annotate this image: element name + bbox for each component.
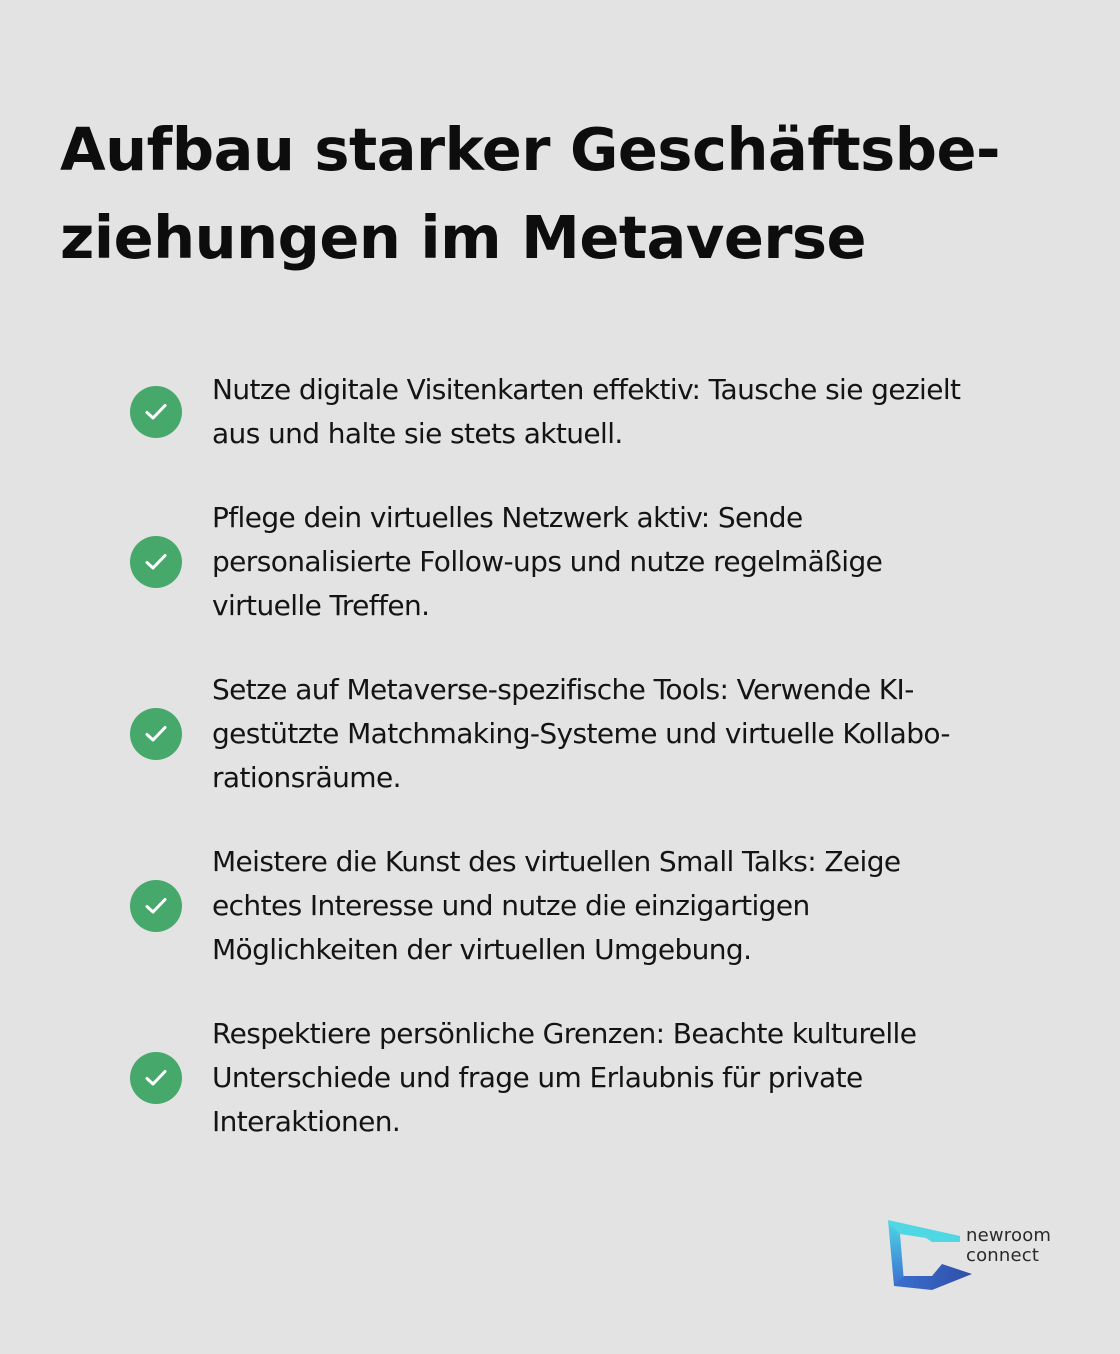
checklist-item-line: virtuelle Treffen. (212, 589, 430, 622)
checklist-item-line: personalisierte Follow-ups und nutze regelmäßige (212, 545, 883, 578)
check-circle-icon (130, 1052, 182, 1104)
logo-text-line-1: newroom (966, 1225, 1052, 1246)
checklist-item-line: Meistere die Kunst des virtuellen Small Talks: Zeige (212, 845, 901, 878)
check-circle-icon (130, 708, 182, 760)
checklist-item-text (212, 1012, 1052, 1144)
checklist-item-line: Pflege dein virtuelles Netzwerk aktiv: Sende (212, 501, 803, 534)
checklist-item-line: Möglichkeiten der virtuellen Umgebung. (212, 933, 752, 966)
checklist-item-line: gestützte Matchmaking-Systeme und virtuelle Kollabo- (212, 717, 950, 750)
checklist-item-line: Setze auf Metaverse-spezifische Tools: Verwende KI- (212, 673, 914, 706)
check-circle-icon (130, 386, 182, 438)
checklist-item-line: Nutze digitale Visitenkarten effektiv: Tausche sie gezielt (212, 373, 961, 406)
checklist-item-text (212, 368, 1052, 456)
checklist-item-line: aus und halte sie stets aktuell. (212, 417, 623, 450)
checklist-item-line: Unterschiede und frage um Erlaubnis für private (212, 1061, 863, 1094)
logo-wordmark (966, 1226, 1051, 1266)
newroom-connect-logo (886, 1216, 1066, 1296)
page-title-line-1: Aufbau starker Geschäftsbe- (60, 115, 1001, 184)
checklist-item-line: Interaktionen. (212, 1105, 401, 1138)
checklist-item-text (212, 668, 1052, 800)
checklist-item-line: Respektiere persönliche Grenzen: Beachte kulturelle (212, 1017, 917, 1050)
checklist-item-line: rationsräume. (212, 761, 401, 794)
page-title-line-2: ziehungen im Metaverse (60, 203, 867, 272)
logo-text-line-2: connect (966, 1245, 1040, 1266)
check-circle-icon (130, 880, 182, 932)
checklist-item-line: echtes Interesse und nutze die einzigartigen (212, 889, 810, 922)
checklist-item-text (212, 496, 1052, 628)
page-title (60, 106, 1070, 282)
check-circle-icon (130, 536, 182, 588)
checklist-item-text (212, 840, 1052, 972)
logo-mark-icon (886, 1216, 976, 1292)
